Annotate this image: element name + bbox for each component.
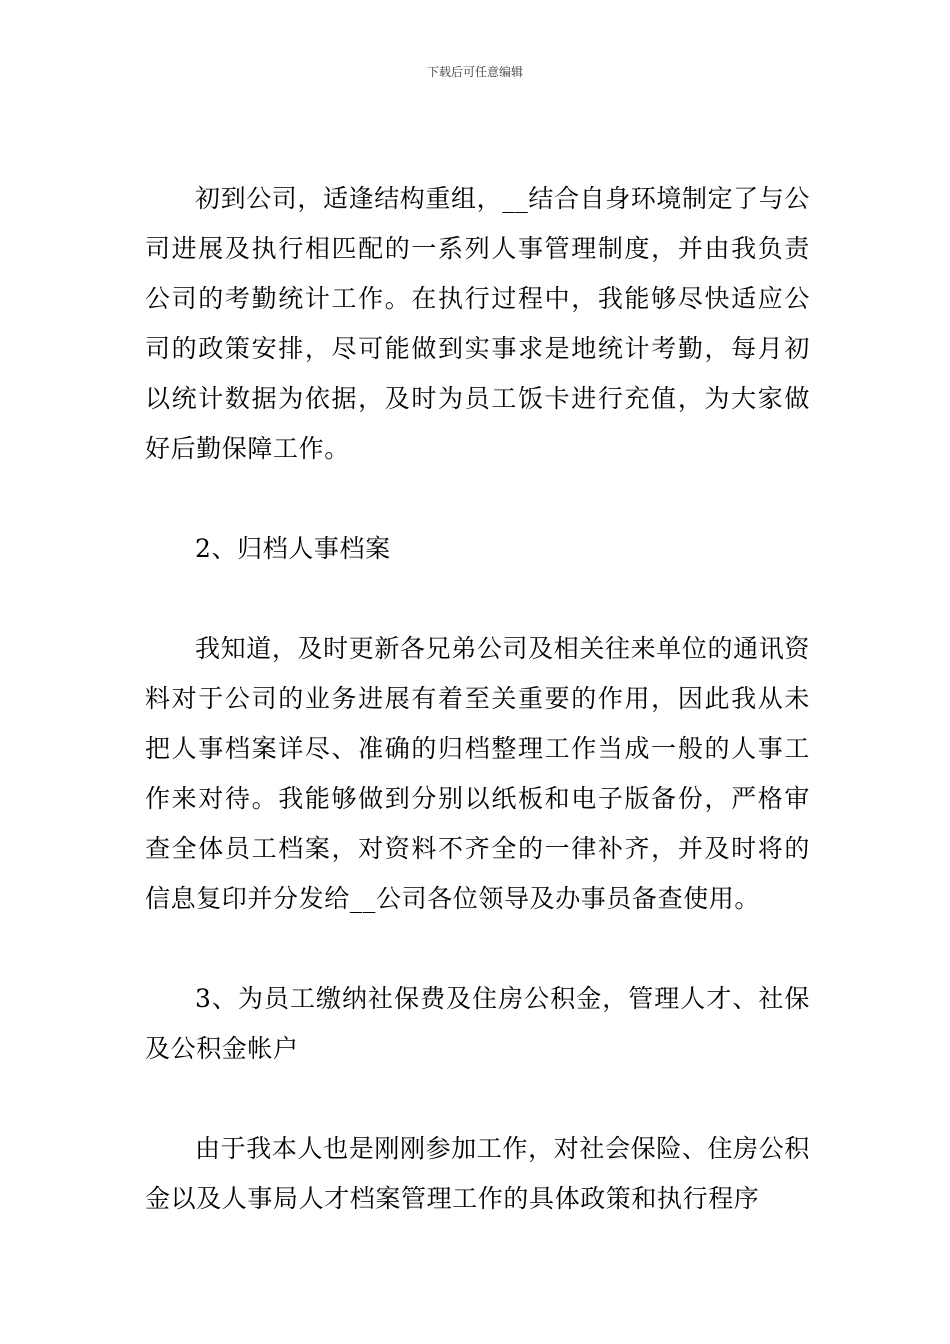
paragraph-attendance: 初到公司，适逢结构重组，__结合自身环境制定了与公司进展及执行相匹配的一系列人事管理制度，并由我负责公司的考勤统计工作。在执行过程中，我能够尽快适应公司的政策安排，尽可能做到实事求是地统计考勤，每月初以统计数据为依据，及时为员工饭卡进行充值，为大家做好后勤保障工作。 xyxy=(145,184,811,463)
header-note: 下载后可任意编辑 xyxy=(426,65,523,79)
section-heading-archives: 2、归档人事档案 xyxy=(195,534,391,563)
section-heading-social-security: 3、为员工缴纳社保费及住房公积金，管理人才、社保及公积金帐户 xyxy=(145,984,810,1063)
paragraph-archives: 我知道，及时更新各兄弟公司及相关往来单位的通讯资料对于公司的业务进展有着至关重要的作用，因此我从未把人事档案详尽、准确的归档整理工作当成一般的人事工作来对待。我能够做到分别以纸板和电子版备份，严格审查全体员工档案，对资料不齐全的一律补齐，并及时将的信息复印并分发给__公司各位领导及办事员备查使用。 xyxy=(145,634,810,913)
paragraph-social-security: 由于我本人也是刚刚参加工作，对社会保险、住房公积金以及人事局人才档案管理工作的具体政策和执行程序 xyxy=(145,1134,810,1213)
